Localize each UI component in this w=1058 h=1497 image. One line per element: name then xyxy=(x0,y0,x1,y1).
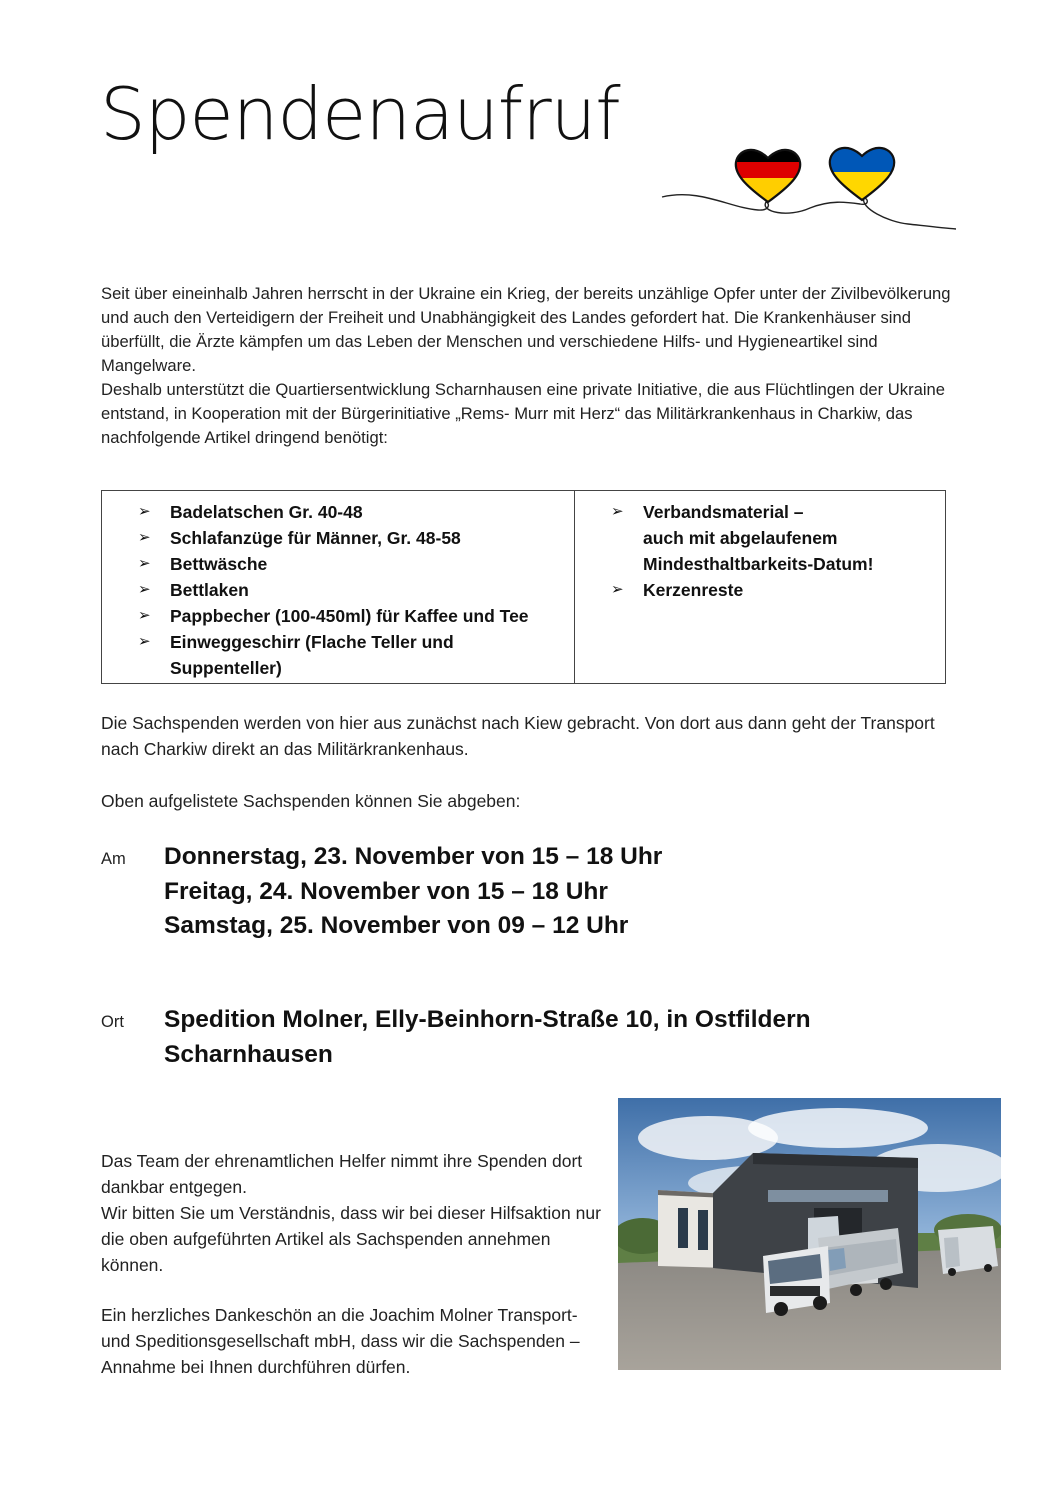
location-address: Spedition Molner, Elly-Beinhorn-Straße 10, in Ostfildern Scharnhausen xyxy=(164,1006,811,1068)
list-item: ➢ Bettlaken xyxy=(138,577,566,603)
items-column-right xyxy=(575,491,945,683)
intro-text xyxy=(101,282,961,450)
arrow-bullet-icon: ➢ xyxy=(138,529,151,546)
date-line: Freitag, 24. November von 15 – 18 Uhr xyxy=(164,877,608,905)
schedule-dates xyxy=(164,840,662,944)
arrow-bullet-icon: ➢ xyxy=(138,607,151,624)
list-item: ➢ Schlafanzüge für Männer, Gr. 48-58 xyxy=(138,525,566,551)
arrow-bullet-icon: ➢ xyxy=(611,581,624,598)
schedule-label: Am xyxy=(101,850,126,868)
needed-items-table xyxy=(101,490,946,684)
location-label: Ort xyxy=(101,1013,124,1031)
transport-text: Die Sachspenden werden von hier aus zunächst nach Kiew gebracht. Von dort aus dann geht der Transport nach Charkiw direkt an das Militärkrankenhaus. xyxy=(101,713,935,759)
arrow-bullet-icon: ➢ xyxy=(138,555,151,572)
list-item: ➢ Verbandsmaterial – auch mit abgelaufenem Mindesthaltbarkeits-Datum! xyxy=(611,499,937,577)
team-paragraph: Wir bitten Sie um Verständnis, dass wir bei dieser Hilfsaktion nur die oben aufgeführten Artikel als Sachspenden annehmen können. xyxy=(101,1203,601,1275)
intro-paragraph-1: Seit über eineinhalb Jahren herrscht in der Ukraine ein Krieg, der bereits unzählige Opfer unter der Zivilbevölkerung und auch den Verteidigern der Freiheit und Unabhängigkeit des Landes gefordert hat. Die Krankenhäuser sind überfüllt, die Ärzte kämpfen um das Leben der Menschen und verschiedene Hilfs- und Hygieneartikel sind Mangelware. xyxy=(101,284,951,375)
heart-flags-illustration xyxy=(660,140,960,240)
intro-paragraph-2: Deshalb unterstützt die Quartiersentwicklung Scharnhausen eine private Initiative, die aus Flüchtlingen der Ukraine entstand, in Kooperation mit der Bürgerinitiative „Rems- Murr mit Herz“ das Militärkrankenhaus in Charkiw, das nachfolgende Artikel dringend benötigt: xyxy=(101,380,945,447)
page-title: Spendenaufruf xyxy=(100,72,620,156)
list-item: ➢ Pappbecher (100-450ml) für Kaffee und Tee xyxy=(138,603,566,629)
arrow-bullet-icon: ➢ xyxy=(138,633,151,650)
team-text xyxy=(101,1148,611,1278)
list-item: ➢ Bettwäsche xyxy=(138,551,566,577)
thanks-text: Ein herzliches Dankeschön an die Joachim Molner Transport- und Speditionsgesellschaft mbH, dass wir die Sachspenden – Annahme bei Ihnen durchführen dürfen. xyxy=(101,1305,580,1377)
team-paragraph: Das Team der ehrenamtlichen Helfer nimmt ihre Spenden dort dankbar entgegen. xyxy=(101,1151,583,1197)
items-column-left xyxy=(102,491,575,683)
list-item: ➢ Kerzenreste xyxy=(611,577,937,603)
list-item: ➢ Badelatschen Gr. 40-48 xyxy=(138,499,566,525)
dropoff-intro: Oben aufgelistete Sachspenden können Sie abgeben: xyxy=(101,791,521,811)
arrow-bullet-icon: ➢ xyxy=(138,581,151,598)
list-item: ➢ Einweggeschirr (Flache Teller und Suppenteller) xyxy=(138,629,566,681)
warehouse-photo xyxy=(618,1098,1001,1370)
date-line: Samstag, 25. November von 09 – 12 Uhr xyxy=(164,912,629,939)
date-line: Donnerstag, 23. November von 15 – 18 Uhr xyxy=(164,843,663,870)
arrow-bullet-icon: ➢ xyxy=(138,503,151,520)
arrow-bullet-icon: ➢ xyxy=(611,503,624,520)
